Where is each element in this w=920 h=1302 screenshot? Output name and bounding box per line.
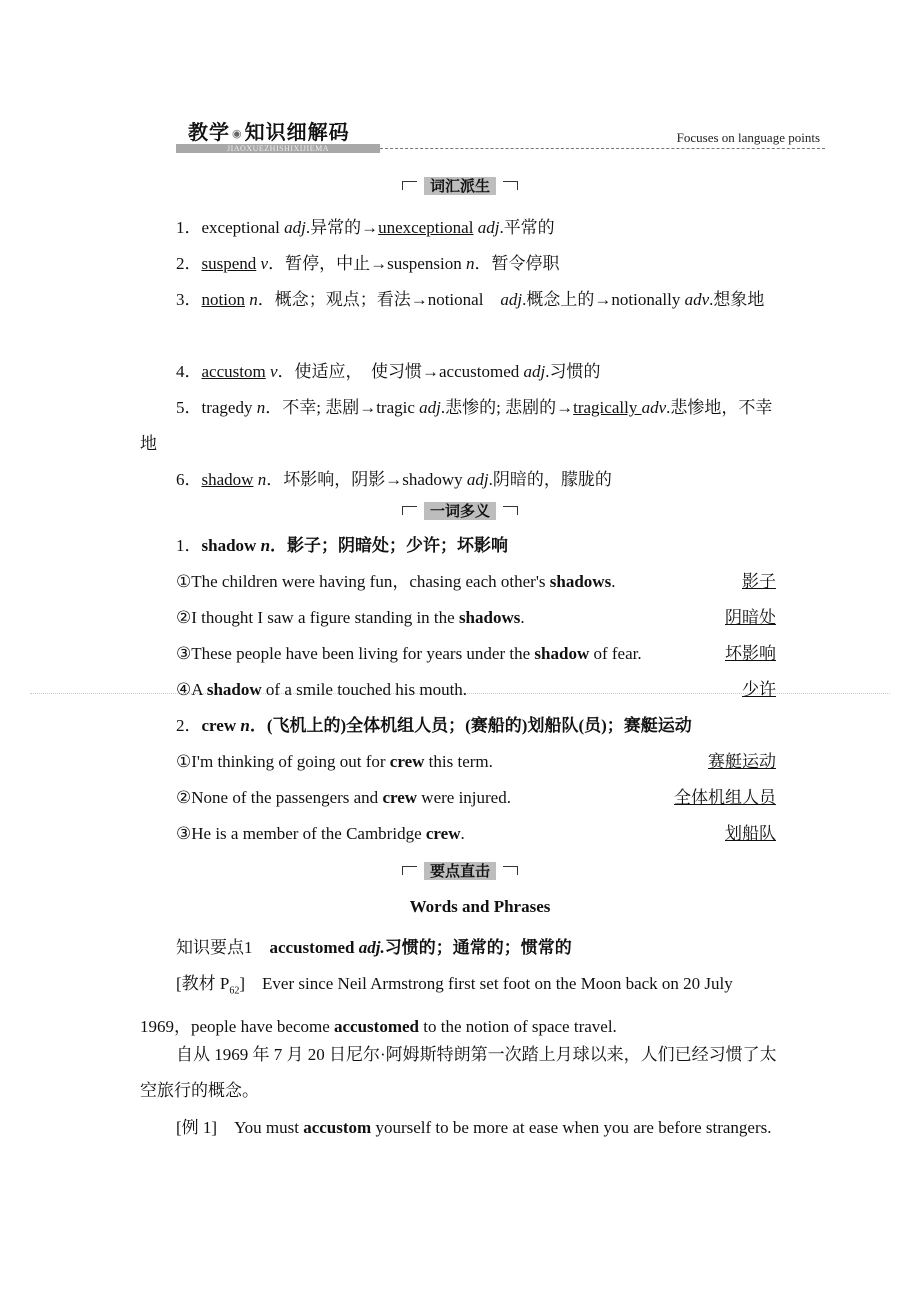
text-run: accustom [201, 362, 266, 381]
text-run: notion [201, 290, 245, 309]
text-run: ．使适应， 使习惯→accustomed [277, 362, 524, 381]
text-run: n [257, 470, 267, 489]
text-run: ．暂令停职 [474, 254, 560, 273]
text-run: shadow [201, 536, 261, 555]
derivation-item [140, 462, 782, 498]
text-run: adj [419, 398, 441, 417]
text-run: shadows [458, 608, 521, 627]
example-meaning: 划船队 [725, 824, 776, 843]
text-run: ②I thought I saw a figure standing in the [176, 608, 459, 627]
derivation-item [140, 246, 782, 282]
derivation-item [140, 390, 782, 462]
text-run: 自从 1969 年 7 月 20 日尼尔·阿姆斯特朗第一次踏上月球以来，人们已经习惯了太空旅行的概念。 [140, 1045, 777, 1100]
derivation-item [140, 282, 782, 318]
section-heading [0, 860, 920, 881]
key-point-paragraph [140, 1110, 782, 1146]
text-run: shadow [201, 470, 254, 489]
text-run: .悲惨的; 悲剧的→ [440, 398, 574, 417]
key-point-paragraph [140, 966, 782, 1045]
text-run: adv [684, 290, 710, 309]
text-run: .异常的→ [305, 218, 379, 237]
example-row [176, 823, 776, 845]
key-point-paragraph [140, 930, 782, 966]
text-run: . [460, 824, 465, 843]
text-run: crew [425, 824, 461, 843]
text-run: n [465, 254, 475, 273]
text-run: adj [477, 218, 500, 237]
text-run: ．暂停，中止→suspension [268, 254, 466, 273]
example-sentence [176, 607, 525, 629]
example-meaning: 阴暗处 [725, 608, 776, 627]
text-run: suspend [201, 254, 257, 273]
example-row [176, 679, 776, 701]
text-run: ④A [176, 680, 207, 699]
section-header-title [188, 116, 350, 145]
section-heading-box [410, 175, 510, 196]
text-run: were injured. [417, 788, 511, 807]
text-run: ] Ever since Neil Armstrong first set foot on the Moon back on 20 July 1969，people have become [140, 974, 733, 1037]
text-run: ①I'm thinking of going out for [176, 752, 390, 771]
text-run: .习惯的 [545, 362, 601, 381]
text-run: unexceptional [378, 218, 474, 237]
text-run: 3． [176, 290, 202, 309]
text-run: .概念上的→notionally [522, 290, 685, 309]
bullet-icon: ◉ [232, 127, 243, 140]
text-run: n [256, 398, 266, 417]
text-run: adj [466, 470, 489, 489]
text-run: 习惯的；通常的；惯常的 [384, 938, 572, 957]
polysemy-headword [140, 535, 782, 557]
section-heading-box [410, 500, 510, 521]
example-sentence [176, 787, 511, 809]
text-run: tragically [573, 398, 642, 417]
example-row [176, 607, 776, 629]
example-meaning: 赛艇运动 [708, 752, 776, 771]
key-point-paragraph [140, 1037, 782, 1109]
example-sentence [176, 643, 642, 665]
text-run: 1． [176, 218, 202, 237]
text-run: adj [500, 290, 523, 309]
example-meaning: 坏影响 [725, 644, 776, 663]
example-sentence [176, 751, 493, 773]
text-run: adv [641, 398, 667, 417]
text-run: to the notion of space travel. [419, 1017, 617, 1037]
text-run: adj. [358, 938, 385, 957]
text-run: ．(飞机上的)全体机组人员；(赛船的)划船队(员)；赛艇运动 [249, 716, 692, 735]
text-run: 5． [176, 398, 202, 417]
section-heading-label: 一词多义 [424, 502, 496, 520]
example-sentence [176, 679, 467, 701]
text-run: accustomed [334, 1017, 419, 1037]
section-heading [0, 175, 920, 196]
example-sentence [176, 823, 465, 845]
header-subtitle: Focuses on language points [676, 130, 820, 145]
text-run: .阴暗的，朦胧的 [488, 470, 612, 489]
text-run: 1． [176, 536, 202, 555]
example-row [176, 643, 776, 665]
text-run: accustom [303, 1118, 372, 1137]
text-run: adj [523, 362, 546, 381]
text-run: yourself to be more at ease when you are before strangers. [371, 1118, 772, 1137]
text-run: . [520, 608, 525, 627]
text-run: 4． [176, 362, 202, 381]
text-run: . [611, 572, 616, 591]
text-run: ．坏影响，阴影→shadowy [266, 470, 467, 489]
text-run: adj [284, 218, 306, 237]
text-run: n [240, 716, 250, 735]
text-run: 知识要点1 [176, 938, 270, 957]
derivation-item [140, 354, 782, 390]
text-run: ．不幸; 悲剧→tragic [265, 398, 420, 417]
header-title-right: 知识细解码 [244, 120, 350, 144]
text-run: ．影子；阴暗处；少许；坏影响 [270, 536, 509, 555]
example-row [176, 571, 776, 593]
text-run: exceptional [201, 218, 285, 237]
example-meaning: 少许 [742, 680, 776, 699]
text-run: ③These people have been living for years under the [176, 644, 535, 663]
section-heading-label: 词汇派生 [424, 177, 496, 195]
text-run: 2． [176, 254, 202, 273]
text-run: shadows [549, 572, 612, 591]
text-run: ②None of the passengers and [176, 788, 383, 807]
header-pinyin: JIAOXUEZHISHIXIJIEMA [176, 144, 380, 153]
example-row [176, 751, 776, 773]
text-run: this term. [424, 752, 493, 771]
text-run: n [249, 290, 258, 309]
text-run: .想象地 [709, 290, 765, 309]
example-row [176, 787, 776, 809]
text-run: v [260, 254, 269, 273]
text-run: crew [389, 752, 425, 771]
text-run: crew [382, 788, 418, 807]
section-heading-label: 要点直击 [424, 862, 496, 880]
text-run: [教材 P [176, 974, 230, 993]
section-heading [0, 500, 920, 521]
polysemy-headword [140, 715, 782, 737]
text-run: ①The children were having fun，chasing each other's [176, 572, 550, 591]
text-run: v [269, 362, 278, 381]
example-sentence [176, 571, 615, 593]
text-run: .悲惨地，不幸地 [140, 398, 773, 453]
text-run: of fear. [589, 644, 642, 663]
text-run: 6． [176, 470, 202, 489]
text-run: shadow [206, 680, 262, 699]
text-run: shadow [534, 644, 590, 663]
key-points-title: Words and Phrases [409, 897, 551, 916]
text-run: 62 [229, 985, 240, 997]
text-run: of a smile touched his mouth. [261, 680, 468, 699]
text-run: ．概念；观点；看法→notional [257, 290, 501, 309]
text-run: tragedy [201, 398, 257, 417]
section-heading-box [410, 860, 510, 881]
text-run: n [260, 536, 271, 555]
text-run: [例 1] You must [176, 1118, 304, 1137]
derivation-item [140, 210, 782, 246]
text-run: crew [201, 716, 241, 735]
example-meaning: 全体机组人员 [674, 788, 776, 807]
text-run: 2． [176, 716, 202, 735]
header-divider [380, 148, 825, 149]
text-run: accustomed [269, 938, 359, 957]
text-run: .平常的 [499, 218, 555, 237]
header-title-left: 教学 [188, 120, 230, 144]
text-run: ③He is a member of the Cambridge [176, 824, 426, 843]
example-meaning: 影子 [742, 572, 776, 591]
